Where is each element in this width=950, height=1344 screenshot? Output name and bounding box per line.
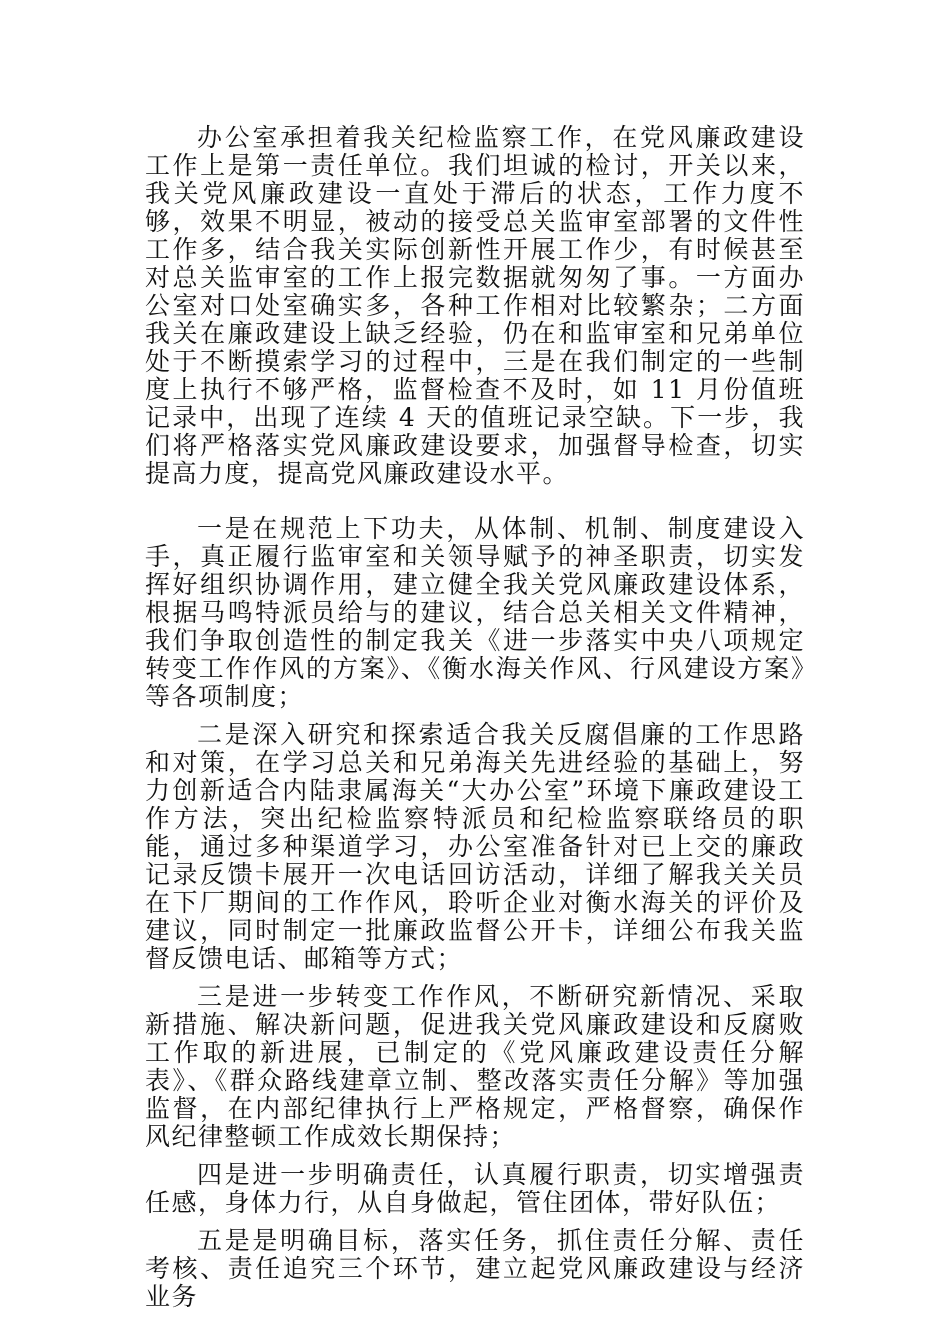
paragraph-office-review: 办公室承担着我关纪检监察工作，在党风廉政建设工作上是第一责任单位。我们坦诚的检讨，开关以来， 我关党风廉政建设一直处于滞后的状态，工作力度不够，效果不明显，被动的接受总关监审室部署的文件性工作多，结合我关实际创新性开展工作少，有时候甚至对总关监审室的工作上报完数据就匆匆了事。一方面办公室对口处室确实多，各种工作相对比较繁杂；二方面我关在廉政建设上缺乏经验，仍在和监审室和兄弟单位处于不断摸索学习的过程中，三是在我们制定的一些制度上执行不够严格，监督检查不及时，如 11 月份值班记录中，出现了连续 4 天的值班记录空缺。下一步，我们将严格落实党风廉政建设要求，加强督导检查，切实提高力度，提高党风廉政建设水平。 (145, 123, 805, 488)
paragraph-item-two: 二是深入研究和探索适合我关反腐倡廉的工作思路和对策，在学习总关和兄弟海关先进经验的基础上，努力创新适合内陆隶属海关“大办公室”环境下廉政建设工作方法，突出纪检监察特派员和纪检监察联络员的职能，通过多种渠道学习，办公室准备针对已上交的廉政记录反馈卡展开一次电话回访活动，详细了解我关关员在下厂期间的工作作风，聆听企业对衡水海关的评价及建议，同时制定一批廉政监督公开卡，详细公布我关监督反馈电话、邮箱等方式； (145, 720, 805, 973)
paragraph-item-three: 三是进一步转变工作作风，不断研究新情况、采取新措施、解决新问题，促进我关党风廉政建设和反腐败工作取的新进展，已制定的《党风廉政建设责任分解表》、《群众路线建章立制、整改落实责任分解》等加强监督，在内部纪律执行上严格规定，严格督察，确保作风纪律整顿工作成效长期保持； (145, 982, 805, 1151)
paragraph-item-one: 一是在规范上下功夫，从体制、机制、制度建设入手，真正履行监审室和关领导赋予的神圣职责，切实发挥好组织协调作用，建立健全我关党风廉政建设体系，根据马鸣特派员给与的建议，结合总关相关文件精神，我们争取创造性的制定我关《进一步落实中央八项规定转变工作作风的方案》、《衡水海关作风、行风建设方案》等各项制度； (145, 514, 805, 711)
paragraph-item-four: 四是进一步明确责任，认真履行职责，切实增强责任感，身体力行，从自身做起，管住团体，带好队伍； (145, 1160, 805, 1217)
document-body (145, 124, 805, 1311)
paragraph-item-five: 五是是明确目标，落实任务，抓住责任分解、责任考核、责任追究三个环节，建立起党风廉政建设与经济业务 (145, 1226, 805, 1311)
